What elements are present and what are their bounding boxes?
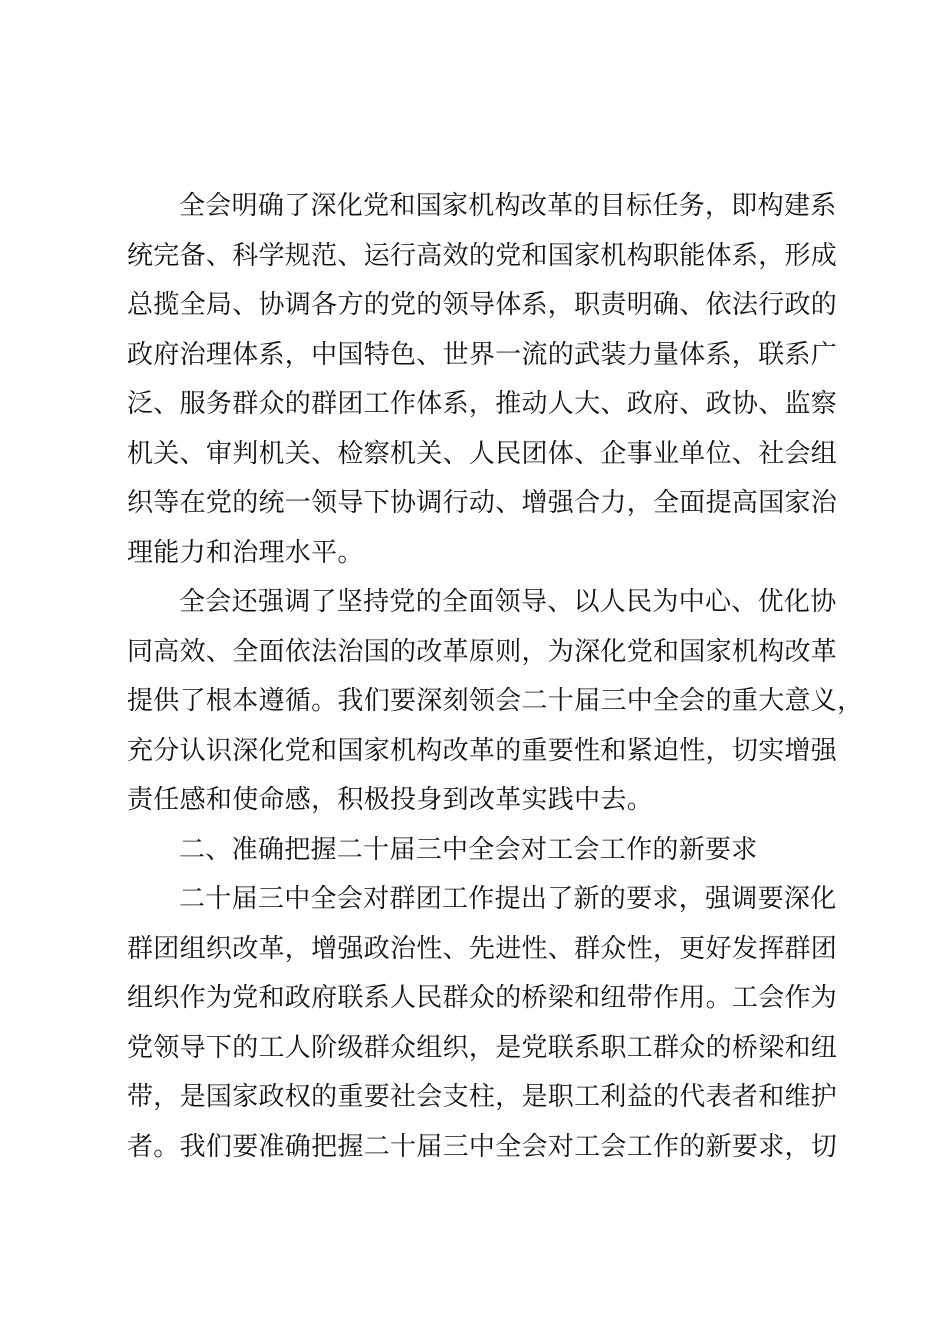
paragraph-3-line-2: 群团组织改革，增强政治性、先进性、群众性，更好发挥群团 bbox=[127, 933, 838, 964]
paragraph-2-line-1: 全会还强调了坚持党的全面领导、以人民为中心、优化协 bbox=[179, 587, 837, 617]
paragraph-3-line-5: 带，是国家政权的重要社会支柱，是职工利益的代表者和维护 bbox=[127, 1082, 838, 1112]
paragraph-3-line-4: 党领导下的工人阶级群众组织，是党联系职工群众的桥梁和纽 bbox=[127, 1032, 838, 1063]
paragraph-3-line-3: 组织作为党和政府联系人民群众的桥梁和纽带作用。工会作为 bbox=[127, 983, 838, 1013]
paragraph-3-line-1: 二十届三中全会对群团工作提出了新的要求，强调要深化 bbox=[179, 884, 837, 914]
paragraph-2-line-2: 同高效、全面依法治国的改革原则，为深化党和国家机构改革 bbox=[127, 636, 838, 667]
section-heading: 二、准确把握二十届三中全会对工会工作的新要求 bbox=[179, 834, 758, 865]
paragraph-1-line-5: 泛、服务群众的群团工作体系，推动人大、政府、政协、监察 bbox=[127, 389, 838, 419]
paragraph-1-line-1: 全会明确了深化党和国家机构改革的目标任务，即构建系 bbox=[179, 191, 837, 221]
paragraph-3-line-6: 者。我们要准确把握二十届三中全会对工会工作的新要求，切 bbox=[127, 1131, 838, 1162]
paragraph-1-line-2: 统完备、科学规范、运行高效的党和国家机构职能体系，形成 bbox=[127, 240, 838, 271]
paragraph-2-line-3: 提供了根本遵循。我们要深刻领会二十届三中全会的重大意义， bbox=[127, 686, 864, 716]
paragraph-2-line-5: 责任感和使命感，积极投身到改革实践中去。 bbox=[127, 785, 654, 815]
paragraph-1-line-6: 机关、审判机关、检察机关、人民团体、企事业单位、社会组 bbox=[127, 438, 838, 469]
paragraph-1-line-8: 理能力和治理水平。 bbox=[127, 537, 364, 568]
paragraph-1-line-3: 总揽全局、协调各方的党的领导体系，职责明确、依法行政的 bbox=[127, 290, 838, 320]
paragraph-2-line-4: 充分认识深化党和国家机构改革的重要性和紧迫性，切实增强 bbox=[127, 735, 838, 766]
paragraph-1-line-4: 政府治理体系，中国特色、世界一流的武装力量体系，联系广 bbox=[127, 339, 838, 370]
paragraph-1-line-7: 织等在党的统一领导下协调行动、增强合力，全面提高国家治 bbox=[127, 488, 838, 518]
document-body bbox=[127, 182, 864, 1172]
